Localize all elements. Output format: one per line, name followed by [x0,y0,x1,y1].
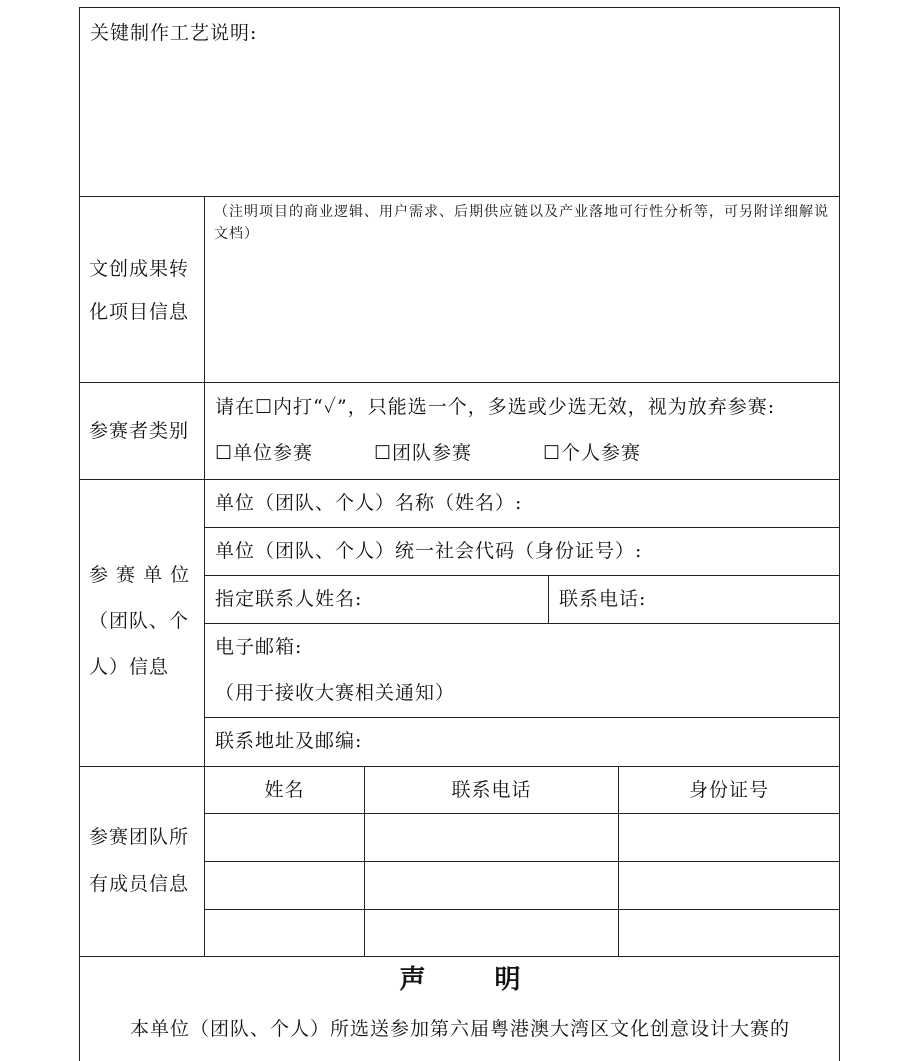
declaration-body: 本单位（团队、个人）所选送参加第六届粤港澳大湾区文化创意设计大赛的 [130,1018,791,1040]
row-divider [204,623,840,624]
row-divider [204,717,840,718]
row-divider [79,479,840,480]
unit-info-label-line2: （团队、个 [89,610,190,632]
member-row[interactable] [205,814,839,861]
craft-input-area[interactable] [80,50,839,196]
table-border-right [839,7,840,1061]
craft-label: 关键制作工艺说明: [90,22,258,44]
unit-info-label-line3: 人）信息 [89,656,170,678]
unit-name-field[interactable]: 单位（团队、个人）名称（姓名）: [215,492,523,514]
unit-code-field[interactable]: 单位（团队、个人）统一社会代码（身份证号）: [215,540,643,562]
members-header-phone: 联系电话 [451,779,532,801]
email-note: （用于接收大赛相关通知） [215,682,456,704]
unit-info-label-line1: 参 赛 单 位 [89,564,191,586]
members-header-id: 身份证号 [688,779,769,801]
members-label-line1: 参赛团队所 [89,826,190,848]
col-divider [548,575,549,623]
row-divider [79,766,840,767]
row-divider [79,196,840,197]
conversion-label-line1: 文创成果转 [89,258,190,280]
address-field[interactable]: 联系地址及邮编: [215,730,363,752]
row-divider [79,956,840,957]
row-divider [79,382,840,383]
conversion-label-line2: 化项目信息 [89,301,190,323]
members-label-line2: 有成员信息 [89,873,190,895]
option-individual-checkbox[interactable]: ☐个人参赛 [543,442,642,464]
member-row[interactable] [205,862,839,909]
member-row[interactable] [205,910,839,956]
table-border-top [79,7,840,8]
category-instruction: 请在☐内打“✓”，只能选一个，多选或少选无效，视为放弃参赛: [215,396,776,418]
conversion-input-area[interactable] [205,250,839,382]
contact-phone-field[interactable]: 联系电话: [559,588,647,610]
row-divider [204,527,840,528]
declaration-title: 声 明 [399,965,551,995]
row-divider [204,575,840,576]
members-header-name: 姓名 [264,779,305,801]
conversion-note: （注明项目的商业逻辑、用户需求、后期供应链以及产业落地可行性分析等，可另附详细解说文档） [214,204,829,242]
option-team-checkbox[interactable]: ☐团队参赛 [374,442,473,464]
email-field[interactable]: 电子邮箱: [215,636,303,658]
contact-name-field[interactable]: 指定联系人姓名: [215,588,363,610]
option-unit-checkbox[interactable]: ☐单位参赛 [215,442,314,464]
category-label: 参赛者类别 [89,420,190,442]
